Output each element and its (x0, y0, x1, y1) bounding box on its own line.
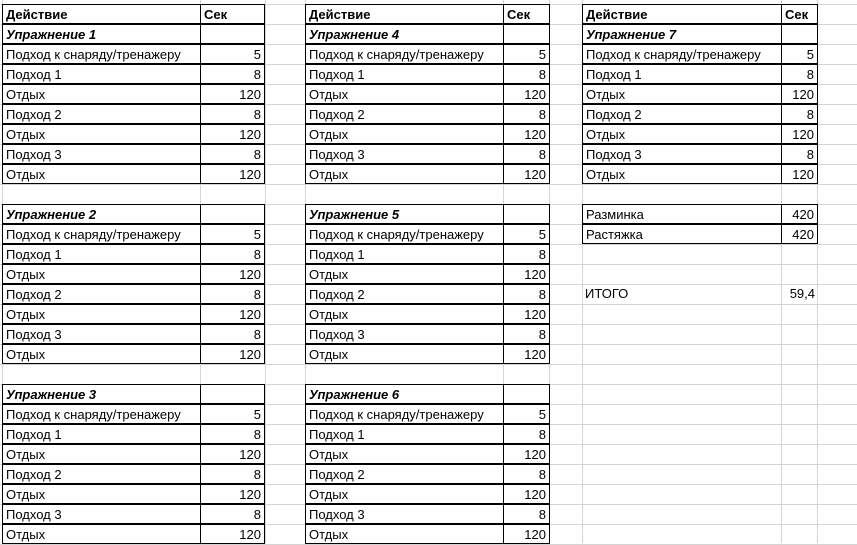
action-cell[interactable]: Отдых (2, 444, 202, 464)
action-cell[interactable]: Подход 3 (582, 144, 783, 164)
extra-seconds-cell[interactable]: 420 (781, 224, 818, 244)
seconds-cell[interactable]: 8 (200, 464, 265, 484)
seconds-cell[interactable]: 8 (503, 324, 550, 344)
action-cell[interactable]: Подход 1 (2, 244, 202, 264)
exercise-title-sec-cell[interactable] (200, 204, 265, 224)
header-sec-cell[interactable]: Сек (200, 4, 265, 24)
extra-action-cell[interactable]: Разминка (582, 204, 783, 224)
action-cell[interactable]: Подход 1 (305, 64, 505, 84)
exercise-title-cell[interactable]: Упражнение 1 (2, 24, 202, 44)
seconds-cell[interactable]: 8 (503, 244, 550, 264)
exercise-title-sec-cell[interactable] (781, 24, 818, 44)
action-cell[interactable]: Подход 3 (305, 144, 505, 164)
seconds-cell[interactable]: 120 (200, 164, 265, 184)
extra-seconds-cell[interactable]: 420 (781, 204, 818, 224)
seconds-cell[interactable]: 8 (200, 244, 265, 264)
exercise-title-sec-cell[interactable] (503, 384, 550, 404)
exercise-title-sec-cell[interactable] (503, 204, 550, 224)
header-sec-cell[interactable]: Сек (781, 4, 818, 24)
action-cell[interactable]: Отдых (305, 124, 505, 144)
seconds-cell[interactable]: 120 (503, 524, 550, 544)
seconds-cell[interactable]: 5 (200, 224, 265, 244)
action-cell[interactable]: Подход 2 (2, 464, 202, 484)
seconds-cell[interactable]: 8 (200, 64, 265, 84)
seconds-cell[interactable]: 8 (200, 284, 265, 304)
seconds-cell[interactable]: 120 (503, 164, 550, 184)
seconds-cell[interactable]: 8 (503, 464, 550, 484)
action-cell[interactable]: Отдых (305, 264, 505, 284)
exercise-title-cell[interactable]: Упражнение 3 (2, 384, 202, 404)
action-cell[interactable]: Отдых (305, 84, 505, 104)
seconds-cell[interactable]: 8 (503, 504, 550, 524)
action-cell[interactable]: Отдых (2, 304, 202, 324)
seconds-cell[interactable]: 8 (503, 64, 550, 84)
action-cell[interactable]: Отдых (2, 124, 202, 144)
grid-row-line (0, 184, 857, 185)
action-cell[interactable]: Подход 1 (305, 244, 505, 264)
header-sec-cell[interactable]: Сек (503, 4, 550, 24)
seconds-cell[interactable]: 5 (200, 44, 265, 64)
total-value-cell[interactable]: 59,4 (789, 286, 815, 301)
action-cell[interactable]: Отдых (305, 344, 505, 364)
seconds-cell[interactable]: 120 (200, 344, 265, 364)
action-cell[interactable]: Подход 2 (2, 284, 202, 304)
action-cell[interactable]: Подход 1 (582, 64, 783, 84)
seconds-cell[interactable]: 120 (781, 164, 818, 184)
action-cell[interactable]: Отдых (305, 444, 505, 464)
header-action-cell[interactable]: Действие (582, 4, 783, 24)
seconds-cell[interactable]: 120 (781, 124, 818, 144)
seconds-cell[interactable]: 120 (200, 444, 265, 464)
seconds-cell[interactable]: 8 (200, 104, 265, 124)
seconds-cell[interactable]: 120 (503, 84, 550, 104)
exercise-title-cell[interactable]: Упражнение 7 (582, 24, 783, 44)
action-cell[interactable]: Отдых (2, 344, 202, 364)
seconds-cell[interactable]: 5 (503, 224, 550, 244)
grid-column-line (265, 0, 266, 543)
action-cell[interactable]: Подход 3 (2, 324, 202, 344)
seconds-cell[interactable]: 8 (503, 144, 550, 164)
action-cell[interactable]: Подход 1 (2, 424, 202, 444)
exercise-title-cell[interactable]: Упражнение 5 (305, 204, 505, 224)
seconds-cell[interactable]: 8 (200, 324, 265, 344)
action-cell[interactable]: Отдых (305, 524, 505, 544)
seconds-cell[interactable]: 120 (200, 264, 265, 284)
action-cell[interactable]: Подход к снаряду/тренажеру (305, 44, 505, 64)
exercise-title-cell[interactable]: Упражнение 2 (2, 204, 202, 224)
exercise-title-sec-cell[interactable] (200, 24, 265, 44)
seconds-cell[interactable]: 8 (503, 104, 550, 124)
seconds-cell[interactable]: 120 (200, 484, 265, 504)
action-cell[interactable]: Отдых (305, 164, 505, 184)
seconds-cell[interactable]: 8 (781, 144, 818, 164)
action-cell[interactable]: Подход к снаряду/тренажеру (305, 404, 505, 424)
action-cell[interactable]: Отдых (2, 524, 202, 544)
seconds-cell[interactable]: 5 (200, 404, 265, 424)
seconds-cell[interactable]: 120 (200, 304, 265, 324)
exercise-title-sec-cell[interactable] (200, 384, 265, 404)
action-cell[interactable]: Отдых (305, 484, 505, 504)
action-cell[interactable]: Подход 1 (305, 424, 505, 444)
seconds-cell[interactable]: 8 (781, 64, 818, 84)
seconds-cell[interactable]: 8 (503, 424, 550, 444)
seconds-cell[interactable]: 120 (503, 124, 550, 144)
action-cell[interactable]: Подход 2 (2, 104, 202, 124)
seconds-cell[interactable]: 120 (503, 484, 550, 504)
grid-row-line (0, 364, 857, 365)
seconds-cell[interactable]: 5 (503, 44, 550, 64)
seconds-cell[interactable]: 5 (781, 44, 818, 64)
action-cell[interactable]: Отдых (582, 124, 783, 144)
action-cell[interactable]: Отдых (582, 164, 783, 184)
action-cell[interactable]: Отдых (2, 264, 202, 284)
seconds-cell[interactable]: 120 (503, 344, 550, 364)
total-label-cell[interactable]: ИТОГО (585, 286, 629, 301)
action-cell[interactable]: Подход 3 (305, 324, 505, 344)
action-cell[interactable]: Отдых (2, 164, 202, 184)
exercise-title-sec-cell[interactable] (503, 24, 550, 44)
header-action-cell[interactable]: Действие (305, 4, 505, 24)
exercise-title-cell[interactable]: Упражнение 4 (305, 24, 505, 44)
action-cell[interactable]: Отдых (2, 84, 202, 104)
seconds-cell[interactable]: 120 (200, 124, 265, 144)
seconds-cell[interactable]: 8 (200, 424, 265, 444)
extra-action-cell[interactable]: Растяжка (582, 224, 783, 244)
seconds-cell[interactable]: 120 (503, 444, 550, 464)
action-cell[interactable]: Подход 2 (582, 104, 783, 124)
exercise-title-cell[interactable]: Упражнение 6 (305, 384, 505, 404)
seconds-cell[interactable]: 8 (503, 284, 550, 304)
seconds-cell[interactable]: 8 (781, 104, 818, 124)
seconds-cell[interactable]: 120 (503, 304, 550, 324)
action-cell[interactable]: Подход 3 (2, 144, 202, 164)
action-cell[interactable]: Отдых (582, 84, 783, 104)
seconds-cell[interactable]: 8 (200, 504, 265, 524)
action-cell[interactable]: Подход 2 (305, 464, 505, 484)
seconds-cell[interactable]: 5 (503, 404, 550, 424)
action-cell[interactable]: Отдых (305, 304, 505, 324)
action-cell[interactable]: Подход к снаряду/тренажеру (2, 44, 202, 64)
action-cell[interactable]: Подход к снаряду/тренажеру (2, 404, 202, 424)
action-cell[interactable]: Подход 2 (305, 284, 505, 304)
action-cell[interactable]: Отдых (2, 484, 202, 504)
seconds-cell[interactable]: 120 (503, 264, 550, 284)
action-cell[interactable]: Подход 3 (2, 504, 202, 524)
header-action-cell[interactable]: Действие (2, 4, 202, 24)
seconds-cell[interactable]: 120 (200, 84, 265, 104)
action-cell[interactable]: Подход к снаряду/тренажеру (582, 44, 783, 64)
action-cell[interactable]: Подход к снаряду/тренажеру (2, 224, 202, 244)
seconds-cell[interactable]: 8 (200, 144, 265, 164)
seconds-cell[interactable]: 120 (781, 84, 818, 104)
action-cell[interactable]: Подход к снаряду/тренажеру (305, 224, 505, 244)
action-cell[interactable]: Подход 3 (305, 504, 505, 524)
seconds-cell[interactable]: 120 (200, 524, 265, 544)
action-cell[interactable]: Подход 1 (2, 64, 202, 84)
action-cell[interactable]: Подход 2 (305, 104, 505, 124)
